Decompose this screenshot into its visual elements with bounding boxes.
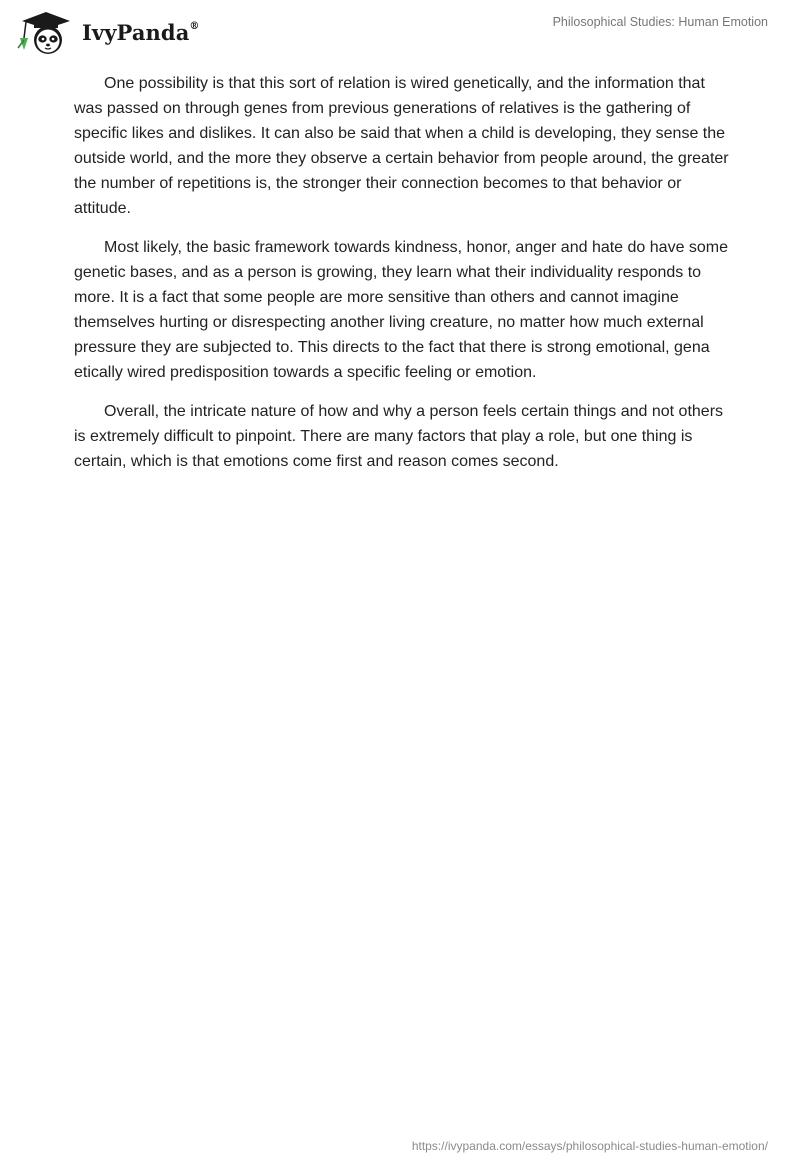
- paragraph-3: Overall, the intricate nature of how and why a person feels certain things and not others is extremely difficult to pinpoint. There are many factors that play a role, but one thing is certain, which is that emotions come first and reason comes second.: [74, 403, 724, 470]
- paragraph-1: One possibility is that this sort of relation is wired genetically, and the information that was passed on through genes from previous generations of relatives is the gathering of specific likes and dislikes. It can also be said that when a child is developing, they sense the outside world, and the more they observe a certain behavior from people around, the greater the number of repetitions is, the stronger their connection becomes to that behavior or attitude.: [74, 75, 729, 217]
- registered-mark: ®: [189, 20, 200, 32]
- document-title: Philosophical Studies: Human Emotion: [552, 15, 768, 29]
- page-header: [0, 0, 800, 64]
- paragraph-2: Most likely, the basic framework towards kindness, honor, anger and hate do have some genetic bases, and as a person is growing, they learn what their individuality responds to more. It is a fact that some people are more sensitive than others and cannot imagine themselves hurting or disrespecting another living creature, no matter how much external pressure they are subjected to. This directs to the fact that there is strong emotional, gena etically wired predisposition towards a specific feeling or emotion.: [74, 239, 729, 381]
- source-url[interactable]: https://ivypanda.com/essays/philosophical-studies-human-emotion/: [411, 1139, 768, 1153]
- panda-graduate-icon: [14, 8, 76, 56]
- brand-name: IvyPanda®: [82, 19, 200, 45]
- ivypanda-logo[interactable]: [14, 8, 200, 56]
- essay-body: [74, 71, 734, 488]
